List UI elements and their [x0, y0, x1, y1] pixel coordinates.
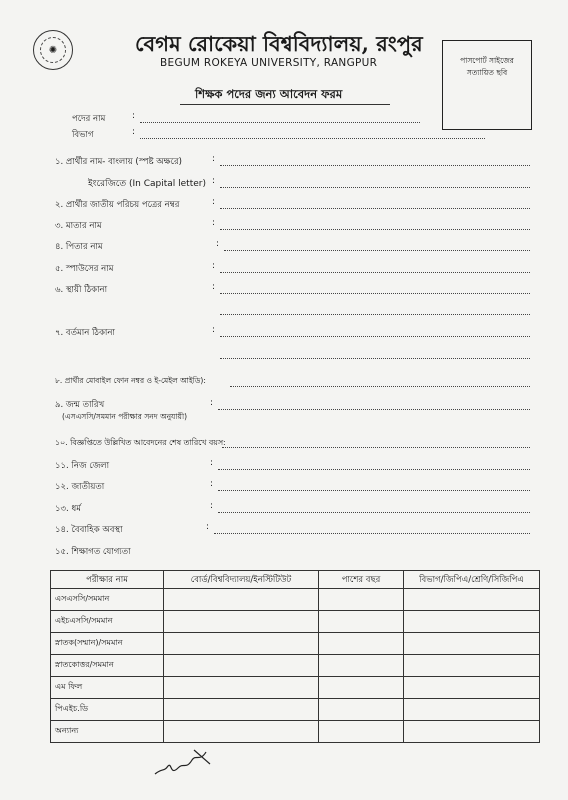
signature-mark: [150, 742, 230, 782]
field-spouse-label: ৫. স্পাউসের নাম: [55, 264, 114, 274]
field-spouse-colon: :: [212, 261, 216, 271]
field-permanent-address-input-2[interactable]: [220, 314, 530, 315]
education-table: [50, 570, 540, 743]
row-board-cell[interactable]: [164, 677, 319, 699]
field-father-colon: :: [216, 239, 220, 249]
row-board-cell[interactable]: [164, 655, 319, 677]
table-row: [51, 633, 540, 655]
field-spouse-input[interactable]: [220, 272, 530, 273]
row-exam-name: স্নাতকোত্তর/সমমান: [51, 655, 164, 677]
form-title-underline: [180, 104, 390, 105]
field-education-label: ১৫. শিক্ষাগত যোগ্যতা: [55, 547, 131, 557]
table-row: [51, 655, 540, 677]
field-age-label: ১০. বিজ্ঞপ্তিতে উল্লিখিত আবেদনের শেষ তারিখে বয়স:: [55, 438, 226, 447]
field-name-bangla-label: ১. প্রার্থীর নাম- বাংলায় (স্পষ্ট অক্ষরে): [55, 157, 182, 167]
photo-box: [442, 40, 532, 130]
university-logo: [33, 30, 73, 70]
row-board-cell[interactable]: [164, 699, 319, 721]
photo-label-1: পাসপোর্ট সাইজের: [460, 56, 514, 65]
row-exam-name: পিএইচ.ডি: [51, 699, 164, 721]
field-dob-label: ৯. জন্ম তারিখ: [55, 400, 105, 410]
field-contact-input[interactable]: [230, 386, 530, 387]
field-present-address-colon: :: [212, 325, 216, 335]
row-board-cell[interactable]: [164, 633, 319, 655]
field-permanent-address-colon: :: [212, 282, 216, 292]
field-mother-label: ৩. মাতার নাম: [55, 221, 102, 231]
row-year-cell[interactable]: [319, 655, 404, 677]
field-father-label: ৪. পিতার নাম: [55, 242, 103, 252]
row-result-cell[interactable]: [404, 589, 540, 611]
field-nationality-input[interactable]: [218, 490, 530, 491]
logo-emblem-icon: ✺: [40, 37, 66, 63]
table-row: [51, 611, 540, 633]
field-present-address-label: ৭. বর্তমান ঠিকানা: [55, 328, 115, 338]
row-board-cell[interactable]: [164, 611, 319, 633]
field-name-english-label: ইংরেজিতে (In Capital letter): [88, 179, 206, 189]
field-religion-label: ১৩. ধর্ম: [55, 504, 81, 514]
form-title: শিক্ষক পদের জন্য আবেদন ফরম: [195, 87, 343, 101]
row-result-cell[interactable]: [404, 633, 540, 655]
row-board-cell[interactable]: [164, 589, 319, 611]
post-name-label: পদের নাম: [72, 114, 106, 124]
row-exam-name: স্নাতক(সম্মান)/সমমান: [51, 633, 164, 655]
field-nid-colon: :: [212, 197, 216, 207]
field-name-english-input[interactable]: [220, 187, 530, 188]
field-dob-input[interactable]: [218, 409, 530, 410]
field-permanent-address-input-1[interactable]: [220, 293, 530, 294]
university-name-english: BEGUM ROKEYA UNIVERSITY, RANGPUR: [160, 57, 378, 69]
field-contact-label: ৮. প্রার্থীর মোবাইল ফোন নম্বর ও ই-মেইল আইডি):: [55, 376, 206, 385]
field-mother-colon: :: [212, 218, 216, 228]
field-dob-note: (এসএসসি/সমমান পরীক্ষার সনদ অনুযায়ী): [62, 412, 188, 421]
field-district-input[interactable]: [218, 469, 530, 470]
field-age-input[interactable]: [222, 447, 530, 448]
table-row: [51, 589, 540, 611]
row-exam-name: এইচএসসি/সমমান: [51, 611, 164, 633]
col-board: বোর্ড/বিশ্ববিদ্যালয়/ইনস্টিটিউট: [164, 571, 319, 589]
education-table-header-row: [51, 571, 540, 589]
field-religion-colon: :: [210, 501, 214, 511]
field-present-address-input-2[interactable]: [220, 358, 530, 359]
field-present-address-input-1[interactable]: [220, 336, 530, 337]
field-marital-label: ১৪. বৈবাহিক অবস্থা: [55, 525, 123, 535]
row-result-cell[interactable]: [404, 721, 540, 743]
row-exam-name: এসএসসি/সমমান: [51, 589, 164, 611]
row-exam-name: অন্যান্য: [51, 721, 164, 743]
row-year-cell[interactable]: [319, 611, 404, 633]
row-result-cell[interactable]: [404, 655, 540, 677]
post-name-colon: :: [132, 111, 136, 121]
department-field[interactable]: [140, 138, 485, 139]
field-nid-label: ২. প্রার্থীর জাতীয় পরিচয় পত্রের নম্বর: [55, 200, 180, 210]
field-permanent-address-label: ৬. স্থায়ী ঠিকানা: [55, 285, 108, 295]
photo-label-2: সত্যায়িত ছবি: [466, 68, 508, 77]
field-mother-input[interactable]: [220, 229, 530, 230]
table-row: [51, 721, 540, 743]
department-label: বিভাগ: [72, 130, 94, 140]
row-year-cell[interactable]: [319, 721, 404, 743]
field-district-colon: :: [210, 458, 214, 468]
col-result: বিভাগ/জিপিএ/শ্রেণি/সিজিপিএ: [404, 571, 540, 589]
field-nationality-colon: :: [210, 479, 214, 489]
row-board-cell[interactable]: [164, 721, 319, 743]
field-marital-colon: :: [206, 522, 210, 532]
field-name-english-colon: :: [212, 176, 216, 186]
col-passing-year: পাশের বছর: [319, 571, 404, 589]
col-exam-name: পরীক্ষার নাম: [51, 571, 164, 589]
table-row: [51, 677, 540, 699]
row-year-cell[interactable]: [319, 633, 404, 655]
field-marital-input[interactable]: [214, 533, 530, 534]
field-nationality-label: ১২. জাতীয়তা: [55, 482, 105, 492]
row-result-cell[interactable]: [404, 699, 540, 721]
row-year-cell[interactable]: [319, 589, 404, 611]
department-colon: :: [132, 127, 136, 137]
university-name-bangla: বেগম রোকেয়া বিশ্ববিদ্যালয়, রংপুর: [135, 31, 423, 56]
field-name-bangla-colon: :: [212, 154, 216, 164]
row-year-cell[interactable]: [319, 699, 404, 721]
post-name-field[interactable]: [140, 122, 420, 123]
row-result-cell[interactable]: [404, 611, 540, 633]
table-row: [51, 699, 540, 721]
field-father-input[interactable]: [224, 250, 530, 251]
field-district-label: ১১. নিজ জেলা: [55, 461, 110, 471]
row-result-cell[interactable]: [404, 677, 540, 699]
row-exam-name: এম ফিল: [51, 677, 164, 699]
row-year-cell[interactable]: [319, 677, 404, 699]
field-name-bangla-input[interactable]: [220, 165, 530, 166]
field-dob-colon: :: [210, 398, 214, 408]
field-nid-input[interactable]: [220, 208, 530, 209]
field-religion-input[interactable]: [218, 512, 530, 513]
